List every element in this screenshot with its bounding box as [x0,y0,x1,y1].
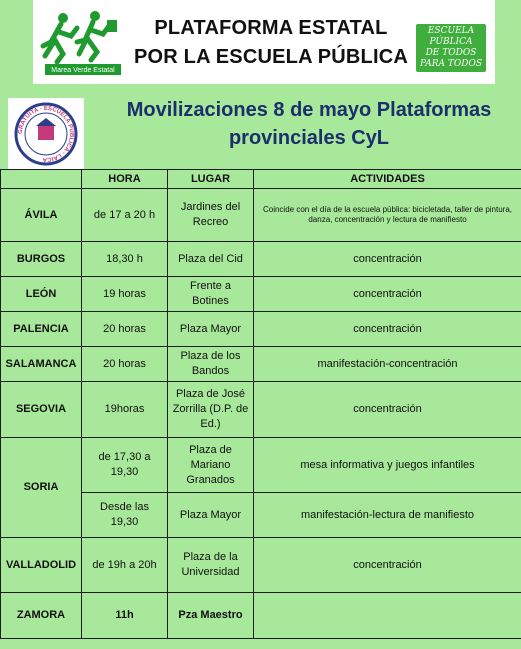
right-logo-line2: DE TODOS [425,48,477,58]
hora-cell: 19 horas [82,277,168,312]
lugar-cell: Plaza del Cid [168,242,254,277]
city-cell: BURGOS [1,242,82,277]
hora-cell: 18,30 h [82,242,168,277]
lugar-cell: Plaza Mayor [168,493,254,538]
actividad-cell: concentración [254,312,521,347]
header-title-line1: PLATAFORMA ESTATAL [154,17,388,39]
escuela-publica-seal [8,98,84,170]
lugar-cell: Frente a Botines [168,277,254,312]
city-cell: ZAMORA [1,593,82,639]
actividad-cell [254,593,521,639]
city-cell: ÁVILA [1,189,82,242]
header-hora: HORA [82,170,168,189]
left-logo-caption: Marea Verde Estatal [51,67,115,74]
header-lugar: LUGAR [168,170,254,189]
actividad-cell: manifestación-concentración [254,347,521,382]
actividad-cell: Coincide con el día de la escuela pública: bicicletada, taller de pintura, danza, concentración y lectura de manifiesto [254,189,521,242]
actividad-cell: concentración [254,277,521,312]
marea-verde-logo [37,6,129,78]
lugar-cell: Plaza de Mariano Granados [168,438,254,493]
table-row [1,347,521,382]
lugar-cell: Pza Maestro [168,593,254,639]
table-row [1,277,521,312]
hora-cell: 19horas [82,382,168,438]
table-row [1,242,521,277]
header-banner [33,0,495,84]
seal-text: GRATUITA · ESCUELA PÚBLICA · LAICA [17,105,75,163]
actividad-cell: mesa informativa y juegos infantiles [254,438,521,493]
header-city [1,170,82,189]
city-cell: VALLADOLID [1,538,82,593]
page-subtitle [110,96,508,152]
city-cell: LEÓN [1,277,82,312]
header-title [133,14,409,72]
table-row [1,189,521,242]
escuela-publica-logo [416,24,486,72]
actividad-cell: concentración [254,242,521,277]
actividad-cell: concentración [254,538,521,593]
table-row [1,593,521,639]
lugar-cell: Plaza de los Bandos [168,347,254,382]
hora-cell: 20 horas [82,312,168,347]
header-title-line2: POR LA ESCUELA PÚBLICA [133,46,409,68]
table-row [1,312,521,347]
lugar-cell: Plaza de la Universidad [168,538,254,593]
header-actividades: ACTIVIDADES [254,170,521,189]
table-row [1,382,521,438]
city-cell: PALENCIA [1,312,82,347]
lugar-cell: Plaza Mayor [168,312,254,347]
hora-cell: de 17 a 20 h [82,189,168,242]
right-logo-line3: PARA TODOS [419,59,482,69]
lugar-cell: Jardines del Recreo [168,189,254,242]
subtitle-line1: Movilizaciones 8 de mayo Plataformas [126,99,492,121]
table-header-row [1,170,521,189]
hora-cell: de 17,30 a 19,30 [82,438,168,493]
right-logo-line1: ESCUELA PÚBLICA [427,26,475,47]
table-row [1,538,521,593]
hora-cell: de 19h a 20h [82,538,168,593]
hora-cell: 11h [82,593,168,639]
table-row [1,438,521,493]
actividad-cell: manifestación-lectura de manifiesto [254,493,521,538]
city-cell: SEGOVIA [1,382,82,438]
hora-cell: 20 horas [82,347,168,382]
lugar-cell: Plaza de José Zorrilla (D.P. de Ed.) [168,382,254,438]
hora-cell: Desde las 19,30 [82,493,168,538]
mobilizations-table [0,169,521,639]
city-cell: SALAMANCA [1,347,82,382]
subtitle-line2: provinciales CyL [228,127,390,149]
city-cell: SORIA [1,438,82,538]
actividad-cell: concentración [254,382,521,438]
